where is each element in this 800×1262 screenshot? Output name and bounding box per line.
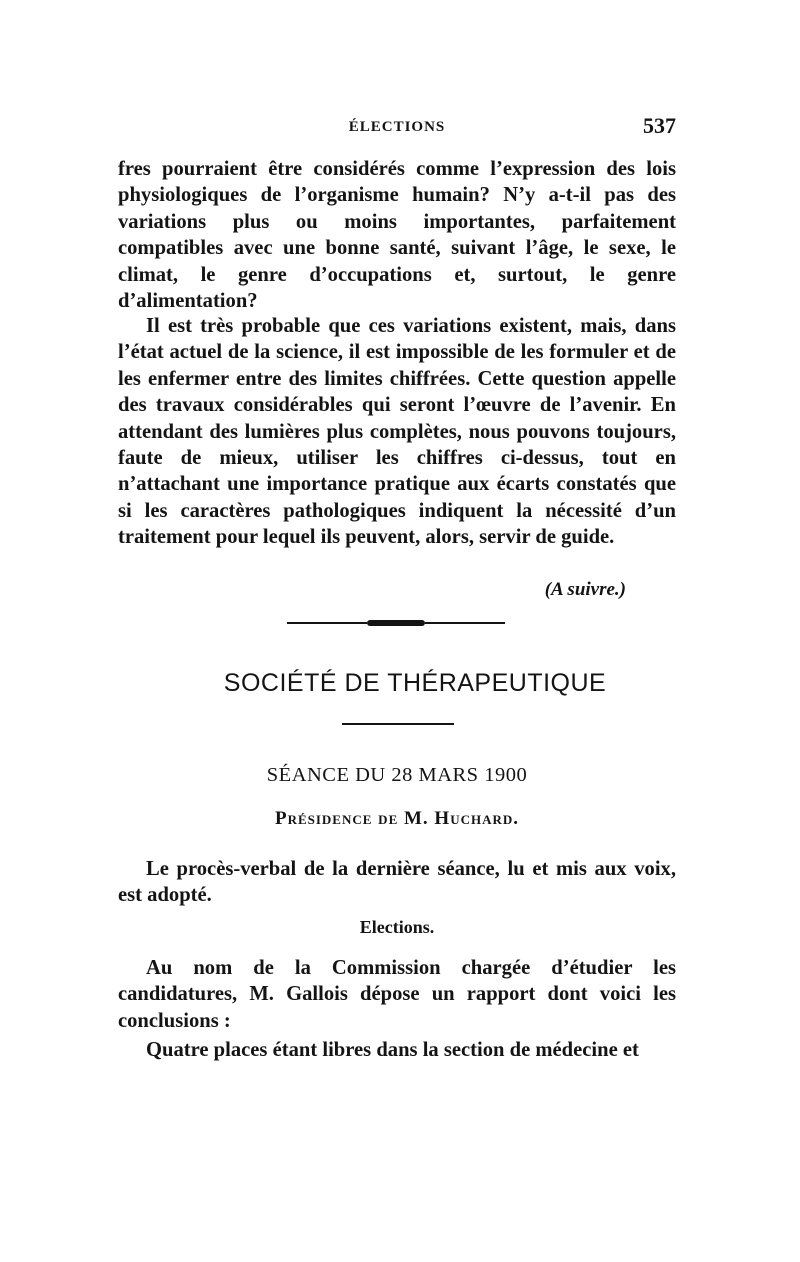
paragraph-text: Au nom de la Commission chargée d’étudier les candidatures, M. Gallois dépose un rapport dont voici les conclusions : [118,957,676,1032]
paragraph-text: fres pourraient être considérés comme l’expression des lois physiologiques de l’organisme humain? N’y a-t-il pas des variations plus ou moins importantes, parfaitement compatibles avec une bonne santé, suivant l’âge, le sexe, le climat, le genre d’occupations et, surtout, le genre d’alimentation? [118,158,676,313]
paragraph-places [118,1037,676,1063]
paragraph-continuation [118,156,676,314]
page-header [118,113,676,143]
title-rule [342,723,454,725]
paragraph-minutes [118,856,676,909]
divider-line-left [287,622,367,624]
divider-ornament [367,620,425,626]
to-be-continued-note: (A suivre.) [544,579,626,600]
paragraph-commission [118,955,676,1034]
paragraph-text: Le procès-verbal de la dernière séance, lu et mis aux voix, est adopté. [118,858,676,907]
running-title: ÉLECTIONS [348,119,446,135]
paragraph-text: Quatre places étant libres dans la section de médecine et [146,1039,639,1061]
section-title: SOCIÉTÉ DE THÉRAPEUTIQUE [223,669,607,697]
ornamental-divider [287,620,505,626]
subsection-heading: Elections. [359,917,435,937]
session-title: SÉANCE DU 28 MARS 1900 [266,764,528,786]
divider-line-right [425,622,505,624]
presidency-line: Présidence de M. Huchard. [274,808,520,829]
paragraph-text: Il est très probable que ces variations existent, mais, dans l’état actuel de la science, il est impossible de les formuler et de les enfermer entre des limites chiffrées. Cette question appelle des travaux considérables qui seront l’œuvre de l’avenir. En attendant des lumières plus complètes, nous pouvons toujours, faute de mieux, utiliser les chiffres ci-dessus, tout en n’attachant une importance pratique aux écarts constatés que si les caractères pathologiques indiquent la nécessité d’un traitement pour lequel ils peuvent, alors, servir de guide. [118,315,676,549]
page-number: 537 [643,113,676,138]
paragraph-variations [118,313,676,551]
